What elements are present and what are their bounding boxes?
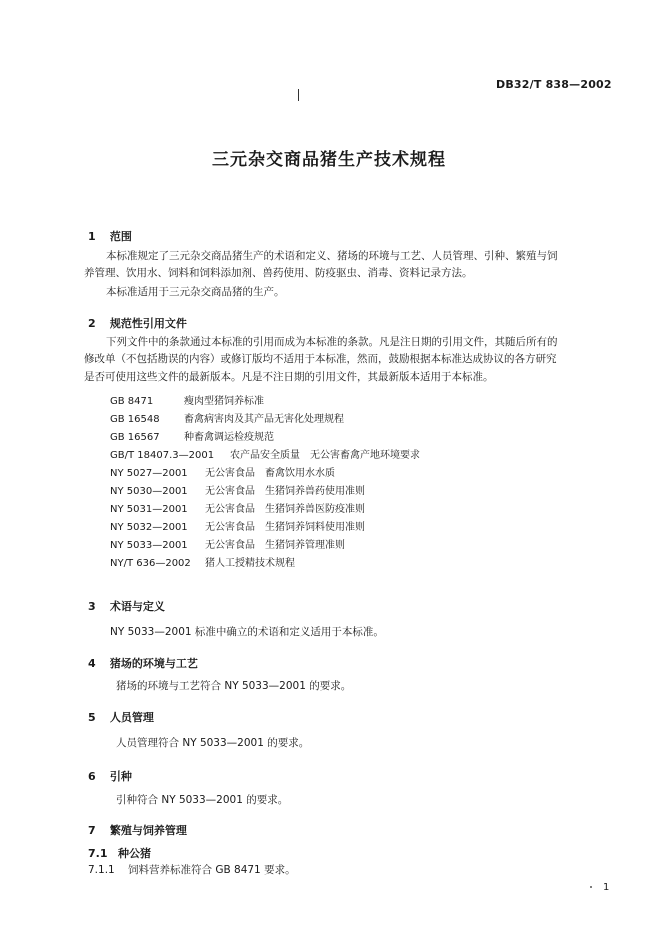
reference-item — [110, 410, 344, 425]
subsubsection-text: 饲料营养标准符合 GB 8471 要求。 — [128, 864, 296, 876]
reference-code: NY 5032—2001 — [110, 522, 188, 533]
reference-item — [110, 464, 335, 479]
page-number: 1 — [603, 882, 610, 893]
section-7-heading — [88, 822, 187, 838]
section-5-heading — [88, 709, 154, 725]
section-6-heading — [88, 768, 132, 784]
reference-item — [110, 518, 365, 533]
reference-code: NY 5033—2001 — [110, 540, 188, 551]
section-title: 范围 — [109, 230, 132, 243]
paragraph-line: 修改单（不包括勘误的内容）或修订版均不适用于本标准，然而，鼓励根据本标准达成协议的各方研究 — [84, 353, 557, 365]
subsection-heading — [88, 845, 151, 861]
reference-code: GB 16567 — [110, 432, 160, 443]
paragraph-line: 本标准规定了三元杂交商品猪生产的术语和定义、猪场的环境与工艺、人员管理、引种、繁殖与饲 — [106, 250, 558, 262]
subsection-title: 种公猪 — [118, 847, 151, 860]
reference-item — [110, 446, 420, 461]
reference-code: NY 5031—2001 — [110, 504, 188, 515]
reference-name: 无公害食品 生猪饲养兽药使用准则 — [205, 486, 365, 497]
document-title: 三元杂交商品猪生产技术规程 — [212, 150, 446, 170]
subsection-number: 7.1 — [88, 847, 108, 860]
paragraph-line: 本标准适用于三元杂交商品猪的生产。 — [106, 286, 285, 298]
reference-code: NY/T 636—2002 — [110, 558, 191, 569]
section-number: 1 — [88, 230, 96, 243]
section-number: 6 — [88, 770, 96, 783]
subsubsection-number: 7.1.1 — [88, 864, 115, 876]
reference-item — [110, 536, 345, 551]
paragraph-line: 养管理、饮用水、饲料和饲料添加剂、兽药使用、防疫驱虫、消毒、资料记录方法。 — [84, 267, 473, 279]
reference-item — [110, 392, 264, 407]
margin-mark — [298, 89, 299, 101]
reference-item — [110, 554, 295, 569]
paragraph-line: NY 5033—2001 标准中确立的术语和定义适用于本标准。 — [110, 626, 384, 638]
paragraph-line: 人员管理符合 NY 5033—2001 的要求。 — [116, 737, 310, 749]
section-number: 7 — [88, 824, 96, 837]
section-title: 繁殖与饲养管理 — [109, 824, 187, 837]
reference-code: NY 5027—2001 — [110, 468, 188, 479]
section-title: 人员管理 — [109, 711, 154, 724]
section-2-heading — [88, 315, 187, 331]
section-4-heading — [88, 655, 198, 671]
section-title: 术语与定义 — [109, 600, 165, 613]
reference-name: 无公害食品 生猪饲养饲料使用准则 — [205, 522, 365, 533]
reference-name: 无公害食品 生猪饲养兽医防疫准则 — [205, 504, 365, 515]
reference-code: GB 8471 — [110, 396, 154, 407]
reference-name: 猪人工授精技术规程 — [205, 558, 295, 569]
section-title: 猪场的环境与工艺 — [109, 657, 198, 670]
section-number: 4 — [88, 657, 96, 670]
reference-item — [110, 428, 274, 443]
section-number: 3 — [88, 600, 96, 613]
subsubsection-line — [88, 864, 296, 877]
reference-name: 种畜禽调运检疫规范 — [184, 432, 274, 443]
section-1-heading — [88, 228, 132, 244]
reference-code: GB 16548 — [110, 414, 160, 425]
reference-name: 瘦肉型猪饲养标准 — [184, 396, 264, 407]
scan-artifact-dot — [590, 886, 592, 888]
document-number: DB32/T 838—2002 — [496, 78, 612, 91]
reference-code: NY 5030—2001 — [110, 486, 188, 497]
paragraph-line: 引种符合 NY 5033—2001 的要求。 — [116, 794, 289, 806]
section-title: 规范性引用文件 — [109, 317, 187, 330]
reference-name: 无公害食品 生猪饲养管理准则 — [205, 540, 345, 551]
section-3-heading — [88, 598, 165, 614]
reference-code: GB/T 18407.3—2001 — [110, 450, 215, 461]
reference-name: 农产品安全质量 无公害畜禽产地环境要求 — [230, 450, 420, 461]
section-title: 引种 — [109, 770, 132, 783]
reference-name: 畜禽病害肉及其产品无害化处理规程 — [184, 414, 344, 425]
section-number: 5 — [88, 711, 96, 724]
reference-item — [110, 500, 365, 515]
reference-name: 无公害食品 畜禽饮用水水质 — [205, 468, 335, 479]
paragraph-line: 下列文件中的条款通过本标准的引用而成为本标准的条款。凡是注日期的引用文件，其随后所有的 — [106, 336, 558, 348]
paragraph-line: 猪场的环境与工艺符合 NY 5033—2001 的要求。 — [116, 680, 352, 692]
paragraph-line: 是否可使用这些文件的最新版本。凡是不注日期的引用文件，其最新版本适用于本标准。 — [84, 371, 494, 383]
reference-item — [110, 482, 365, 497]
section-number: 2 — [88, 317, 96, 330]
